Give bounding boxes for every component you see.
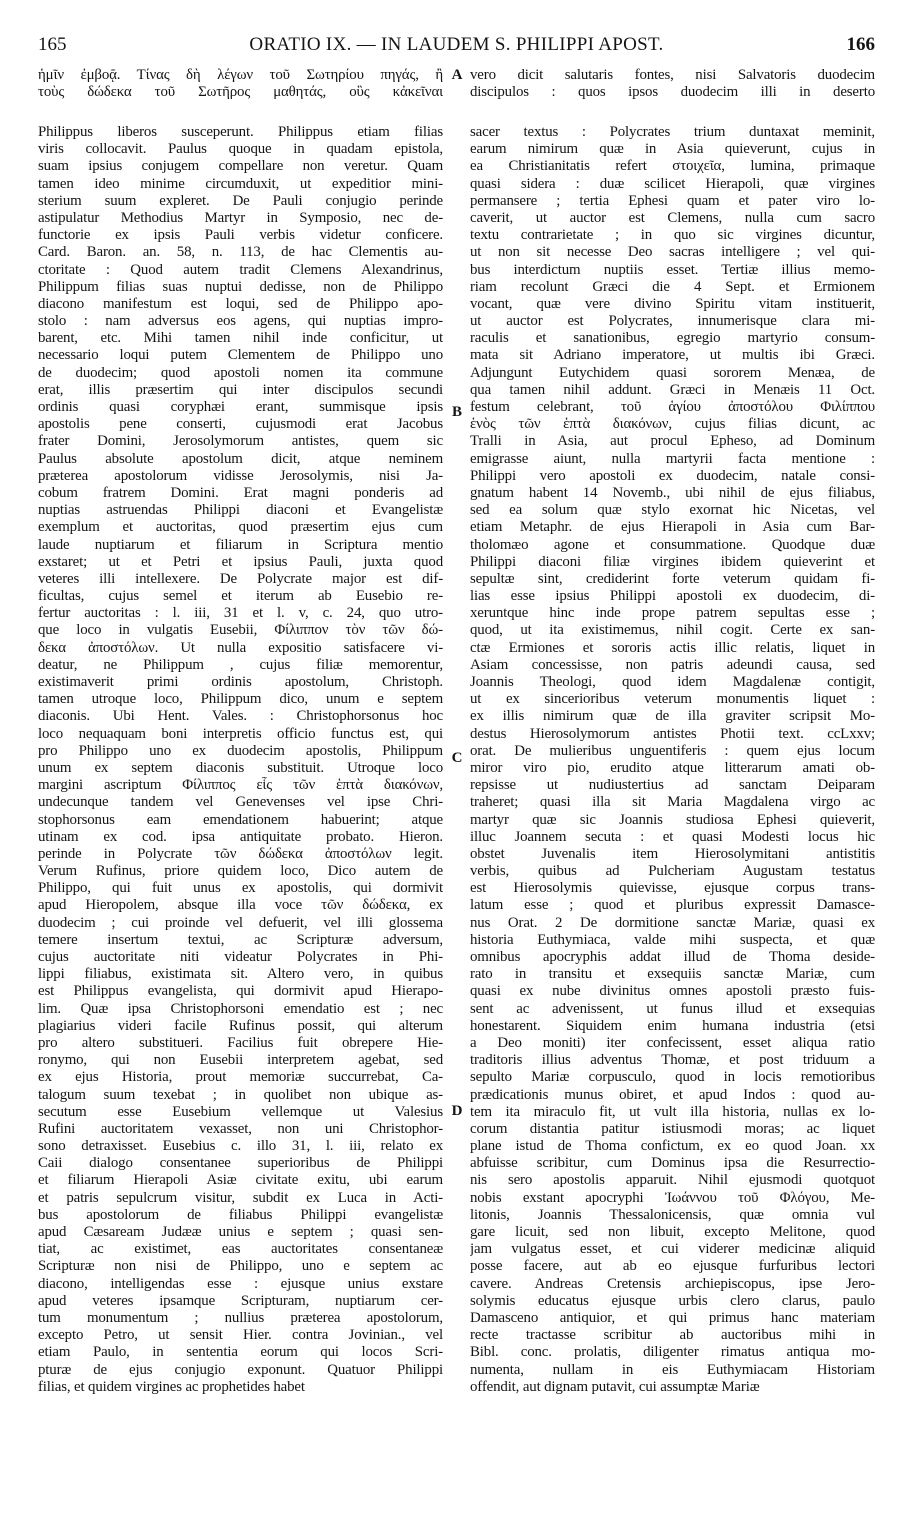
page-number-left: 165 [38,34,67,55]
text-line: δεκα ἀποστόλων. Ut nulla expositio satisfacere vi- [38,639,443,656]
text-line: earum nimirum quæ in Asia quieverunt, cujus in [470,141,875,158]
text-line: astipulatur Methodius Martyr in Symposio, nec de- [38,209,443,226]
text-line: præterea apostolorum vidisse Jerosolymis, nisi Ja- [38,467,443,484]
text-line: solymis educatus ejusque urbis clero clarus, paulo [470,1292,875,1309]
margin-marker-a: A [451,67,463,83]
text-line: pro Philippo uno ex duodecim apostolis, Philippum [38,742,443,759]
text-line: nuptias astruendas Philippi diaconi et Evangelistæ [38,502,443,519]
text-line: ordinis quasi coryphæi erant, summisque ipsis [38,399,443,415]
text-line: ἑνὸς τῶν ἑπτὰ διακόνων, cujus filias dicunt, ac [470,416,875,433]
text-line: lippi filiabus, existimata sit. Altero vero, in quibus [38,966,443,983]
text-line: martyr quæ sic Joannis studiosa Ephesi quieverit, [470,811,875,828]
text-line: ctæ Ermiones et sororis actis illic relatis, liquet in [470,639,875,656]
text-line: Scripturæ non nisi de Philippo, uno e septem ac [38,1258,443,1275]
text-line: traheret; quasi illa sit Maria Magdalena virgo ac [470,794,875,811]
text-line: quasi sidera : duæ scilicet Hierapoli, quæ virgines [470,175,875,192]
text-line: laude nuptiarum et filiarum in Scriptura mentio [38,536,443,553]
running-title: ORATIO IX. — IN LAUDEM S. PHILIPPI APOST. [249,34,664,55]
text-line: numenta, nullam in eis Euthymiacam Historiam [470,1361,875,1378]
text-line: veteres illi intellexere. De Polycrate major est dif- [38,570,443,587]
text-line: unum ex septem diaconis substituit. Utroque loco [38,759,443,776]
text-line: sed ea solum quæ stylo exornat hic Nicetas, vel [470,502,875,519]
text-line: existimaverit primi ordinis apostolum, Christoph. [38,674,443,690]
text-line: Asiam concessisse, non patris adeundi causa, sed [470,656,875,673]
text-line: historia Euthymiaca, valde mihi suspecta, et quæ [470,931,875,948]
text-line: nis sero apostolis apparuit. Nihil ejusmodi quotquot [470,1172,875,1189]
text-line: Philippo, qui fuit unus ex apostolis, qui dormivit [38,880,443,897]
text-line: apud Cæsaream Judææ unius e septem ; quasi sen- [38,1224,443,1240]
text-line: Philippus liberos susceperunt. Philippus etiam filias [38,124,443,140]
text-line: tiat, ac existimet, eas auctoritates consentaneæ [38,1241,443,1258]
text-line: illuc Joannem secuta : et quasi Modesti locus hic [470,828,875,845]
text-line: tum monumentum ; nullius præterea apostolorum, [38,1309,443,1326]
text-line: orat. De mulieribus unguentiferis : quem ejus locum [470,742,875,759]
notes-column-right [470,124,875,1396]
text-line: a Deo moniti) iter confecissent, esset aliqua ratio [470,1034,875,1051]
text-line: Damasceno antiquior, et qui primus hanc materiam [470,1309,875,1326]
text-line: Rufini auctoritatem vexasset, non uni Christophor- [38,1120,443,1137]
text-line: nobis exstant apocryphi Ἰωάννου τοῦ Φλόγου, Me- [470,1189,875,1206]
text-line: verbis, quibus ad Pulcheriam Augustam testatus [470,863,875,880]
text-line: Philippi diaconi filiæ virgines ibidem quieverint et [470,553,875,570]
text-line: plagiarius videri facile Rufinus possit, qui alterum [38,1017,443,1034]
text-line: diaconis. Ubi Hent. Vales. : Christophorsonus hoc [38,708,443,725]
latin-text-column [470,67,875,101]
text-line: sent ac advenissent, ut funus illud et exsequias [470,1000,875,1017]
text-line: apud Hieropolem, absque illa voce τῶν δώδεκα, ex [38,897,443,914]
text-line: ea Christianitatis refert στοιχεῖα, lumina, primaque [470,158,875,175]
text-line: sono detraxisset. Eusebius c. illo 31, l. iii, relato ex [38,1138,443,1155]
text-line: cobum fratrem Domini. Erat magni ponderis ad [38,484,443,501]
text-line: de duodecim; quod apostoli nomen ita commune [38,364,443,381]
text-line: barent, etc. Mihi tamen nihil inde conficitur, ut [38,330,443,347]
text-line: obstet Juvenalis item Hierosolymitani antistitis [470,845,875,862]
text-line: posse facere, aut ab eo ejusque furfuribus lectori [470,1258,875,1275]
text-line: rato in transitu et exsequiis sanctæ Mariæ, cum [470,966,875,983]
text-line: Adjungunt Eutychidem quasi sororem Menæa, de [470,364,875,381]
text-line: repsisse ut nudiustertius ad sanctam Deiparam [470,777,875,794]
text-line: ut non sit necesse Deo sacras intelligere ; vel qui- [470,244,875,261]
text-line: diacono manifestum est loqui, sed de Philippo apo- [38,295,443,312]
text-line: lim. Quæ ipsa Christophorsoni emendatio est ; nec [38,1000,443,1017]
text-line: omnibus apocryphis addat illud de Thoma deside- [470,949,875,965]
text-line: discipulos : quos ipsos duodecim illi in deserto [470,84,875,101]
margin-marker-c: C [451,750,463,766]
text-line: Verum Rufinus, priore quidem loco, Dico autem de [38,863,443,880]
text-line: ctoritate : Quod autem tradit Clemens Alexandrinus, [38,261,443,278]
text-line: tamen ideo minime circumduxit, ut expeditior mini- [38,175,443,192]
text-line: stophorsonus eam emendationem habuerint; atque [38,811,443,828]
text-line: diacono, intelligendas esse : ejusque unius exstare [38,1275,443,1292]
text-line: textu contrarietate ; in quo sic virgines dicuntur, [470,227,875,244]
text-line: tholomæo agone et consummatione. Quodque duæ [470,536,875,553]
text-line: ut ex sincerioribus veterum monumentis liquet : [470,691,875,708]
text-line: corum distantia patitur istiusmodi moras; ac liquet [470,1120,875,1137]
text-line: τοὺς δώδεκα τοῦ Σωτῆρος μαθητάς, οὓς κἀκεῖναι [38,84,443,101]
text-line: frater Domini, Jerosolymorum antistes, quem sic [38,433,443,450]
text-line: sterium suum expleret. De Pauli conjugio perinde [38,192,443,209]
text-line: vero dicit salutaris fontes, nisi Salvatoris duodecim [470,67,875,83]
text-line: sacer textus : Polycrates trium duntaxat meminit, [470,124,875,140]
text-line: sepultæ sint, crediderint forte veterum quidam fi- [470,570,875,587]
text-line: caverit, ut auctor est Clemens, nulla cum sacro [470,209,875,226]
text-line: Bibl. conc. prolatis, diligenter rimatus antiqua mo- [470,1344,875,1361]
text-line: nus Orat. 2 De dormitione sanctæ Mariæ, quasi ex [470,914,875,931]
text-line: que loco in vulgatis Eusebii, Φίλιππον τὸν τῶν δώ- [38,622,443,639]
text-line: exstaret; ut et Petri et ipsius Pauli, juxta quod [38,553,443,570]
text-line: etiam Paulo, in sententia eorum qui locos Scri- [38,1344,443,1361]
text-line: destus Hierosolymorum antistes Photii text. ccLxxv; [470,725,875,742]
running-header [38,34,875,58]
text-line: quasi ex nube divinitus omnes apostoli præsto fuis- [470,983,875,1000]
text-line: cujus auctoritate niti videatur Polycrates in Phi- [38,949,443,965]
text-line: recte tractasse scribitur ab auctoribus mihi in [470,1327,875,1344]
text-line: perinde in Polycrate τῶν δώδεκα ἀποστόλων legit. [38,845,443,862]
text-line: riam recolunt Græci die 4 Sept. et Ermionem [470,278,875,295]
text-line: utinam ex cod. ipsa antiquitate probato. Hieron. [38,828,443,845]
text-line: offendit, aut dignam putavit, cui assumptæ Mariæ [470,1378,760,1395]
text-line: miror viro pio, erudito atque litterarum amati ob- [470,759,875,776]
text-line: tem ita miraculo fit, ut vult illa historia, nullas ex lo- [470,1103,875,1120]
text-line: deatur, ne Philippum , cujus filiæ memorentur, [38,656,443,673]
text-line: quod, ut ita existimemus, nihil cogit. Certe ex san- [470,622,875,639]
text-line: plane istud de Thoma confictum, ex eo quod Joan. xx [470,1138,875,1155]
text-line: jam vulgatus esset, et cui viderer medicinæ aliquid [470,1241,875,1258]
text-line: et filiarum Hierapoli Asiæ civitate exitu, ubi earum [38,1172,443,1189]
text-line: gare licuit, sed non libuit, excepto Melitone, quod [470,1224,875,1240]
text-line: suam ipsius conjugem compellare non veretur. Quam [38,158,443,175]
margin-marker-b: B [451,404,462,420]
text-line: et patris sepulcrum visitur, subdit ex Luca in Acti- [38,1189,443,1206]
text-line: undecunque tandem vel Genevenses vel ipse Chri- [38,794,443,811]
text-line: Philippum filias suas nuptui dedisse, non de Philippo [38,278,443,295]
text-line: margini ascriptum Φίλιππος εἷς τῶν ἑπτὰ διακόνων, [38,777,443,794]
text-line: ut auctor est Polycrates, innumerisque clara mi- [470,313,875,330]
text-line: tamen utroque loco, Philippum dico, unum e septem [38,691,443,708]
text-line: apostolis pene consertі, cujusmodi erat Jacobus [38,416,443,433]
text-line: est Philippus evangelista, qui dormivit apud Hierapo- [38,983,443,1000]
text-line: honestarent. Siquidem enim humana industria (etsi [470,1017,875,1034]
text-line: est Hierosolymis quievisse, ejusque corpus trans- [470,880,875,897]
text-line: permansere ; tertia Ephesi quam et pater viro lo- [470,192,875,209]
text-line: mata sit Adriano imperatore, ut multis ibi Græci. [470,347,875,364]
text-line: pturæ de ejus conjugio exponunt. Quatuor Philippi [38,1361,443,1378]
text-line: stolo : nam adversus eos agens, qui nuptias impro- [38,313,443,330]
text-line: traditoris illius adventus Thomæ, et post triduum a [470,1052,875,1069]
text-line: ficultas, cujus semel et iterum ab Eusebio re- [38,588,443,605]
greek-text-column [38,67,443,101]
text-line: Joannis Theologi, quod idem Magdalenæ contigit, [470,674,875,690]
text-line: ἡμῖν ἐμβοᾷ. Τίνας δὴ λέγων τοῦ Σωτηρίου πηγάς, ἢ [38,67,443,83]
text-line: secutum esse Eusebium vellemque ut Valesius [38,1103,443,1120]
text-line: filias, et quidem virgines ac prophetides habet [38,1378,305,1395]
text-line: gnatum habent 14 Novemb., ubi nihil de ejus filiabus, [470,484,875,501]
text-line: bus interdictum nuptiis esset. Tertiæ illius memo- [470,261,875,278]
text-line: litonis, Joannis Thessalonicensis, quæ omnia vul [470,1206,875,1223]
text-line: bus apostolorum de filiabus Philippi evangelistæ [38,1206,443,1223]
text-line: erat, illis præsertim qui inter discipulos secundi [38,381,443,398]
text-line: viris collocavit. Paulus quoque in quadam epistola, [38,141,443,158]
text-line: talogum suum texebat ; in quolibet non ubique as- [38,1086,443,1103]
text-line: ex illis nimirum quæ de illa graviter scripsit Mo- [470,708,875,725]
text-line: exemplum et auctoritas, quod præsertim ejus cum [38,519,443,536]
text-line: ex ejus Historia, prout memoriæ succurrebat, Ca- [38,1069,443,1086]
text-line: temere insertum textui, ac Scripturæ adversum, [38,931,443,948]
text-line: loco nequaquam boni interpretis officio functus est, qui [38,725,443,742]
text-line: xeruntque hinc inde prope patrem sepultas esse ; [470,605,875,622]
text-line: prædicationis munus obiret, et apud Indos : quod au- [470,1086,875,1103]
text-line: etiam Metaphr. de ejus Hierapoli in Asia cum Bar- [470,519,875,536]
text-line: latum esse ; quod et pluribus expressit Damasce- [470,897,875,914]
text-line: vocant, quæ vere divino Spiritu vitam instituerit, [470,295,875,312]
text-line: abfuisse scribitur, cum Dominus ipsa die Resurrectio- [470,1155,875,1172]
text-line: Tralli in Asia, aut procul Epheso, ad Dominum [470,433,875,450]
text-line: qua tamen nihil addunt. Græci in Menæis 11 Oct. [470,381,875,398]
text-line: duodecim ; cui proinde vel defuerit, vel illi glossema [38,914,443,931]
text-line: Philippi vero apostoli ex duodecim, natale consi- [470,467,875,484]
text-line: festum celebrant, τοῦ ἁγίου ἀποστόλου Φιλίππου [470,399,875,415]
text-line: ronymo, qui non Eusebii interpretem agebat, sed [38,1052,443,1069]
notes-column-left [38,124,443,1396]
text-line: lias esse ipsius Philippi apostoli ex duodecim, di- [470,588,875,605]
page-number-right: 166 [846,34,875,55]
text-line: necessario loqui putem Clementem de Philippo uno [38,347,443,364]
text-line: pro altero substitueri. Facilius fuit obrepere Hie- [38,1034,443,1051]
text-line: sepulto Mariæ corpusculo, quod in locis remotioribus [470,1069,875,1086]
text-line: cavere. Andreas Cretensis archiepiscopus, ipse Jero- [470,1275,875,1292]
text-line: fertur auctoritas : l. iii, 31 et l. v, c. 24, quo utro- [38,605,443,622]
text-line: Card. Baron. an. 58, n. 113, de hac Clementis au- [38,244,443,261]
text-line: Paulus absolute apostolum dicit, atque neminem [38,450,443,467]
text-line: Caii dialogo consentanee superioribus de Philippi [38,1155,443,1172]
text-line: excepto Petro, ut sensit Hier. contra Jovinian., vel [38,1327,443,1344]
text-line: emigrasse aiunt, nulla martyrii facta mentione : [470,450,875,467]
margin-marker-d: D [451,1103,463,1119]
text-line: apud veteres ipsamque Scripturam, nuptiarum cer- [38,1292,443,1309]
text-line: raculis et sanationibus, egregio martyrio consum- [470,330,875,347]
text-line: functorie ex ipsis Pauli verbis videtur conficere. [38,227,443,244]
